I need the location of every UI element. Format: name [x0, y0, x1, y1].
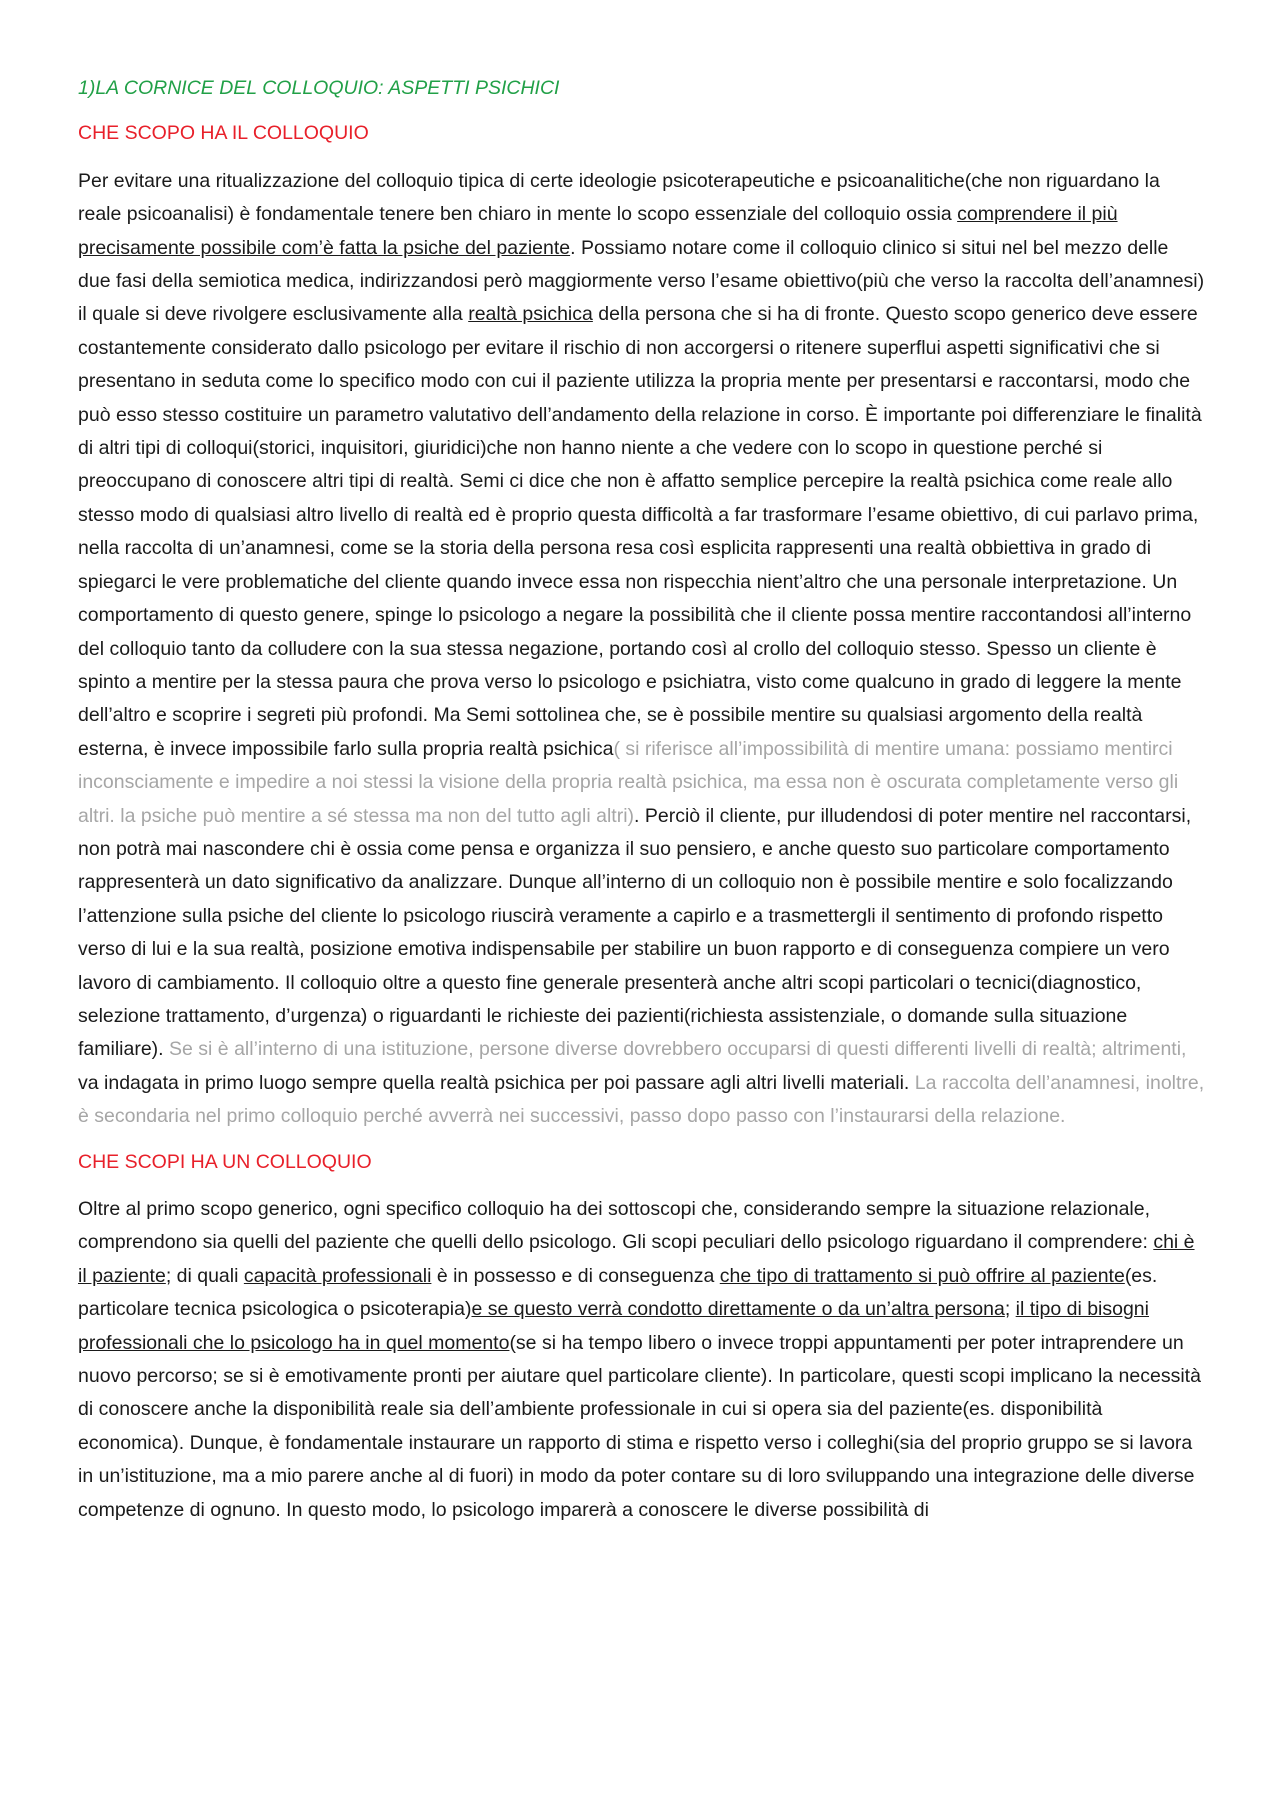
text-run: ;	[1004, 1298, 1016, 1321]
text-run: Oltre al primo scopo generico, ogni specifico colloquio ha dei sottoscopi che, considerando sempre la situazione relazionale, comprendono sia quelli del paziente che quelli dello psicologo. Gli scopi peculiari dello psicologo riguardano il comprendere:	[78, 1198, 1154, 1254]
text-run: è in possesso e di conseguenza	[431, 1264, 720, 1287]
underlined-text: realtà psichica	[468, 303, 593, 326]
section-heading-scopi: CHE SCOPI HA UN COLLOQUIO	[78, 1150, 372, 1173]
underlined-text: chi è il paziente	[78, 1231, 1195, 1287]
section-paragraph-scopi	[78, 1193, 1206, 1527]
text-run: va indagata in primo luogo sempre quella realtà psichica per poi passare agli altri livelli materiali.	[78, 1071, 915, 1094]
text-run: . Possiamo notare come il colloquio clinico si situi nel bel mezzo delle due fasi della semiotica medica, indirizzandosi però maggiormente verso l’esame obiettivo(più che verso la raccolta dell’anamnesi) il quale si deve rivolgere esclusivamente alla	[78, 236, 1205, 326]
text-run: (se si ha tempo libero o invece troppi appuntamenti per poter intraprendere un nuovo percorso; se si è emotivamente pronti per aiutare quel particolare cliente). In particolare, questi scopi implicano la necessità di conoscere anche la disponibilità reale sia dell’ambiente professionale in cui si opera sia del paziente(es. disponibilità economica). Dunque, è fondamentale instaurare un rapporto di stima e rispetto verso i colleghi(sia del proprio gruppo se si lavora in un’istituzione, ma a mio parere anche al di fuori) in modo da poter contare su di loro sviluppando una integrazione delle diverse competenze di ognuno. In questo modo, lo psicologo imparerà a conoscere le diverse possibilità di	[78, 1331, 1201, 1521]
document-title: 1)LA CORNICE DEL COLLOQUIO: ASPETTI PSICHICI	[78, 77, 560, 99]
text-run: . Perciò il cliente, pur illudendosi di poter mentire nel raccontarsi, non potrà mai nascondere chi è ossia come pensa e organizza il suo pensiero, e anche questo suo particolare comportamento rappresenterà un dato significativo da analizzare. Dunque all’interno di un colloquio non è possibile mentire e solo focalizzando l’attenzione sulla psiche del cliente lo psicologo riuscirà veramente a capirlo e a trasmettergli il sentimento di profondo rispetto verso di lui e la sua realtà, posizione emotiva indispensabile per stabilire un buon rapporto e di conseguenza compiere un vero lavoro di cambiamento. Il colloquio oltre a questo fine generale presenterà anche altri scopi particolari o tecnici(diagnostico, selezione trattamento, d’urgenza) o riguardanti le richieste dei pazienti(richiesta assistenziale, o domande sulla situazione familiare).	[78, 804, 1192, 1061]
underlined-text: comprendere il più precisamente possibile com’è fatta la psiche del paziente	[78, 203, 1118, 259]
text-run: ; di quali	[165, 1264, 244, 1287]
underlined-text: il tipo di bisogni professionali che lo psicologo ha in quel momento	[78, 1298, 1149, 1354]
text-run: Per evitare una ritualizzazione del colloquio tipica di certe ideologie psicoterapeutiche e psicoanalitiche(che non riguardano la reale psicoanalisi) è fondamentale tenere ben chiaro in mente lo scopo essenziale del colloquio ossia	[78, 169, 1160, 226]
text-run: della persona che si ha di fronte. Questo scopo generico deve essere costantemente considerato dallo psicologo per evitare il rischio di non accorgersi o ritenere superflui aspetti significativi che si presentano in seduta come lo specifico modo con cui il paziente utilizza la propria mente per presentarsi e raccontarsi, modo che può esso stesso costituire un parametro valutativo dell’andamento della relazione in corso. È importante poi differenziare le finalità di altri tipi di colloqui(storici, inquisitori, giuridici)che non hanno niente a che vedere con lo scopo in questione perché si preoccupano di conoscere altri tipi di realtà. Semi ci dice che non è affatto semplice percepire la realtà psichica come reale allo stesso modo di qualsiasi altro livello di realtà ed è proprio questa difficoltà a far trasformare l’esame obiettivo, di cui parlavo prima, nella raccolta di un’anamnesi, come se la storia della persona resa così esplicita rappresenti una realtà obbiettiva in grado di spiegarci le vere problematiche del cliente quando invece essa non rispecchia nient’altro che una personale interpretazione. Un comportamento di questo genere, spinge lo psicologo a negare la possibilità che il cliente possa mentire raccontandosi all’interno del colloquio tanto da colludere con la sua stessa negazione, portando così al crollo del colloquio stesso. Spesso un cliente è spinto a mentire per la stessa paura che prova verso lo psicologo e psichiatra, visto come qualcuno in grado di leggere la mente dell’altro e scoprire i segreti più profondi. Ma Semi sottolinea che, se è possibile mentire su qualsiasi argomento della realtà esterna, è invece impossibile farlo sulla propria realtà psichica	[78, 303, 1202, 760]
underlined-text: che tipo di trattamento si può offrire al paziente	[719, 1264, 1125, 1287]
underlined-text: e se questo verrà condotto direttamente o da un’altra persona	[471, 1298, 1005, 1321]
section-paragraph-scopo	[78, 165, 1206, 1134]
muted-note: La raccolta dell’anamnesi, inoltre, è secondaria nel primo colloquio perché avverrà nei successivi, passo dopo passo con l’instaurarsi della relazione.	[78, 1071, 1205, 1128]
section-heading-scopo: CHE SCOPO HA IL COLLOQUIO	[78, 122, 369, 145]
document-page	[78, 72, 1206, 1539]
muted-note: ( si riferisce all’impossibilità di mentire umana: possiamo mentirci inconsciamente e impedire a noi stessi la visione della propria realtà psichica, ma essa non è oscurata completamente verso gli altri. la psiche può mentire a sé stessa ma non del tutto agli altri)	[78, 737, 1179, 827]
muted-note: Se si è all’interno di una istituzione, persone diverse dovrebbero occuparsi di questi differenti livelli di realtà; altrimenti,	[169, 1038, 1187, 1061]
underlined-text: capacità professionali	[243, 1264, 432, 1287]
text-run: (es. particolare tecnica psicologica o psicoterapia)	[78, 1264, 1158, 1321]
